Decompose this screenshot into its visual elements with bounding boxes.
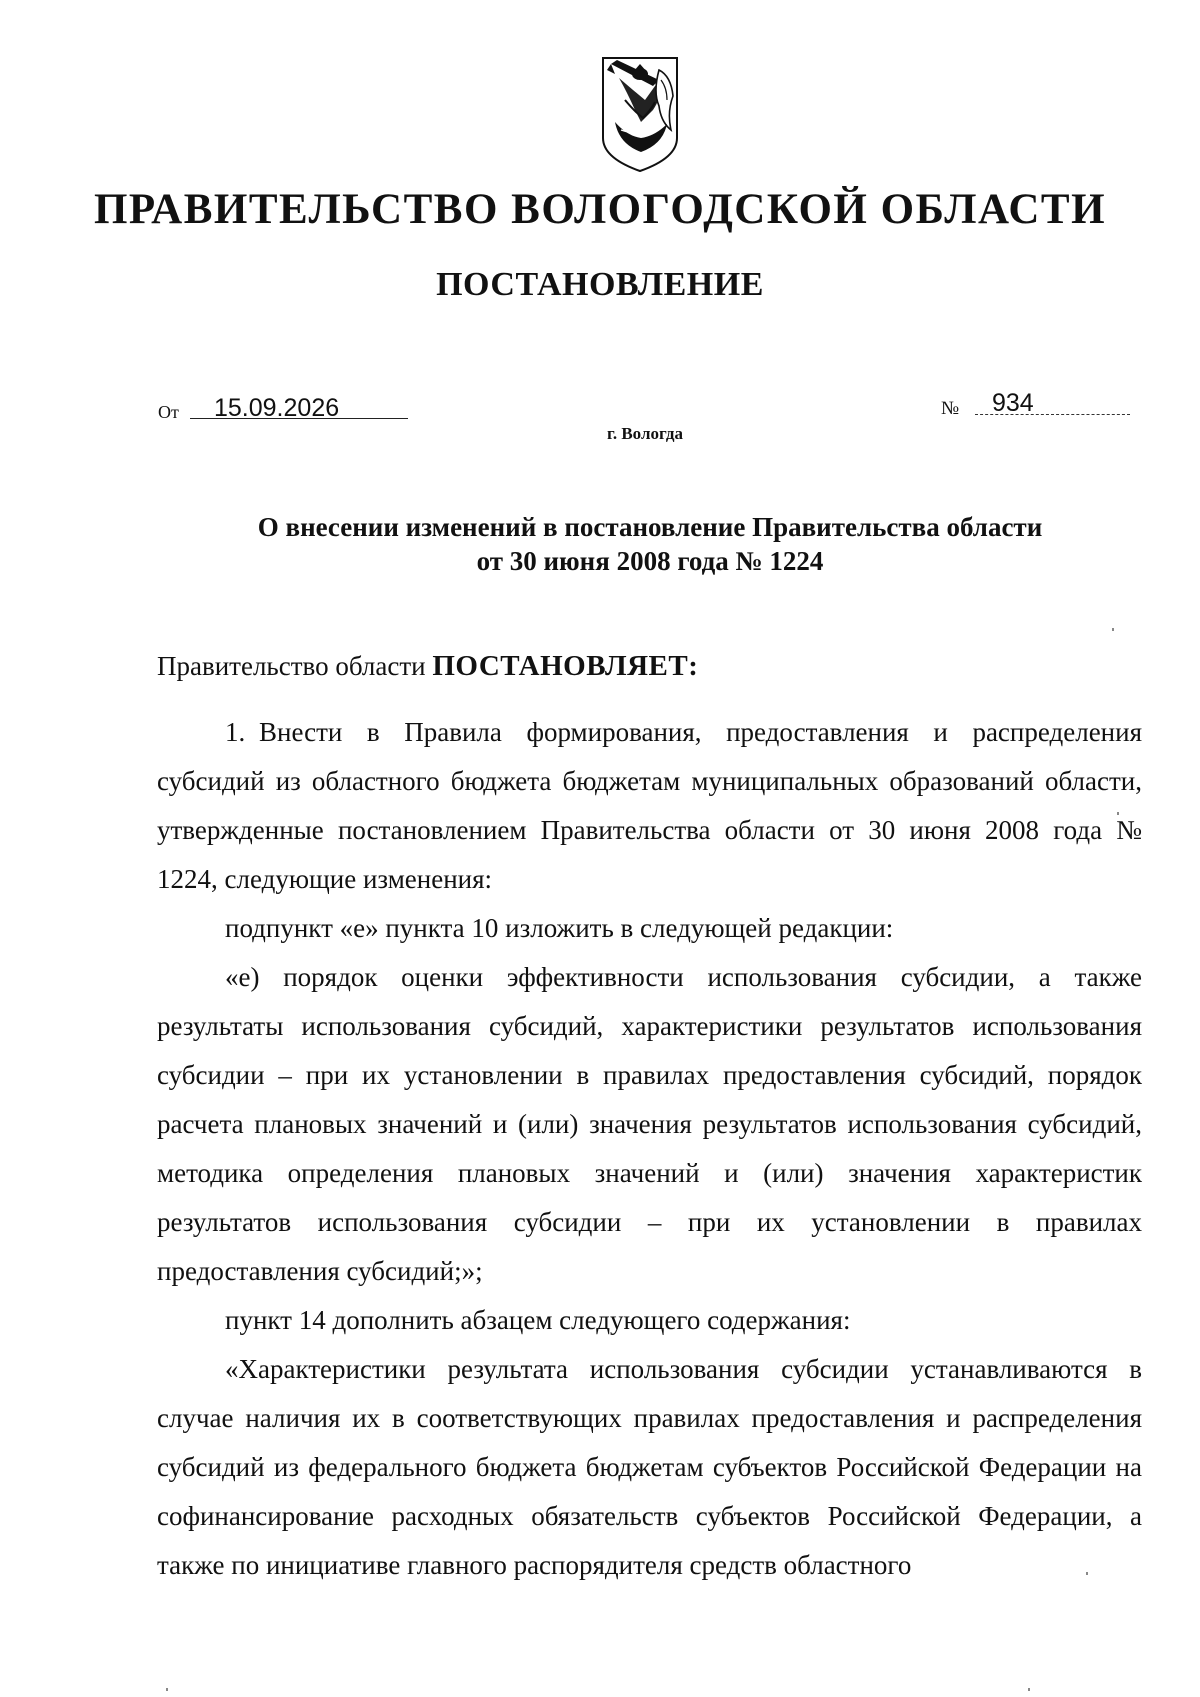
scan-speck: [1117, 812, 1119, 815]
city: г. Вологда: [607, 424, 683, 443]
paragraph-1: [157, 708, 1142, 904]
date-prefix: От: [158, 402, 179, 422]
paragraph: подпункт «е» пункта 10 изложить в следующей редакции:: [225, 913, 894, 943]
subject-line: от 30 июня 2008 года № 1224: [476, 546, 824, 576]
paragraph-number: 1.: [225, 717, 246, 747]
resolution-keyword: ПОСТАНОВЛЯЕТ:: [432, 650, 699, 682]
coat-of-arms-icon: [597, 52, 683, 174]
organization-title: ПРАВИТЕЛЬСТВО ВОЛОГОДСКОЙ ОБЛАСТИ: [93, 186, 1107, 233]
document-body: [157, 708, 1142, 1590]
subject-line: О внесении изменений в постановление Правительства области: [257, 512, 1043, 542]
document-number: 934: [992, 389, 1034, 417]
paragraph: пункт 14 дополнить абзацем следующего содержания:: [225, 1305, 851, 1335]
scan-speck: [1086, 1572, 1088, 1575]
number-prefix: №: [941, 398, 960, 419]
paragraph-text: Внести в Правила формирования, предоставления и распределения субсидий из областного бюджета бюджетам муниципальных образований области, утвержденные постановлением Правительства области от 30 июня 2008 года № 1224, следующие изменения:: [157, 717, 1142, 894]
document-subject: [150, 510, 1150, 578]
scan-speck: [1028, 1688, 1030, 1691]
document-type: ПОСТАНОВЛЕНИЕ: [436, 266, 764, 303]
scan-speck: [166, 1688, 168, 1691]
resolution-intro: [157, 650, 698, 683]
scan-speck: [1112, 628, 1114, 631]
paragraph: «е) порядок оценки эффективности использования субсидии, а также результаты использования субсидий, характеристики результатов использования субсидии – при их установлении в правилах предоставления субсидий, порядок расчета плановых значений и (или) значения результатов использования субсидий, методика определения плановых значений и (или) значения характеристик результатов использования субсидии – при их установлении в правилах предоставления субсидий;»;: [157, 962, 1142, 1286]
document-date: 15.09.2026: [214, 394, 340, 422]
resolution-subject: Правительство области: [157, 651, 433, 681]
paragraph: «Характеристики результата использования субсидии устанавливаются в случае наличия их в соответствующих правилах предоставления и распределения субсидий из федерального бюджета бюджетам субъектов Российской Федерации на софинансирование расходных обязательств субъектов Российской Федерации, а также по инициативе главного распорядителя средств областного: [157, 1354, 1142, 1580]
